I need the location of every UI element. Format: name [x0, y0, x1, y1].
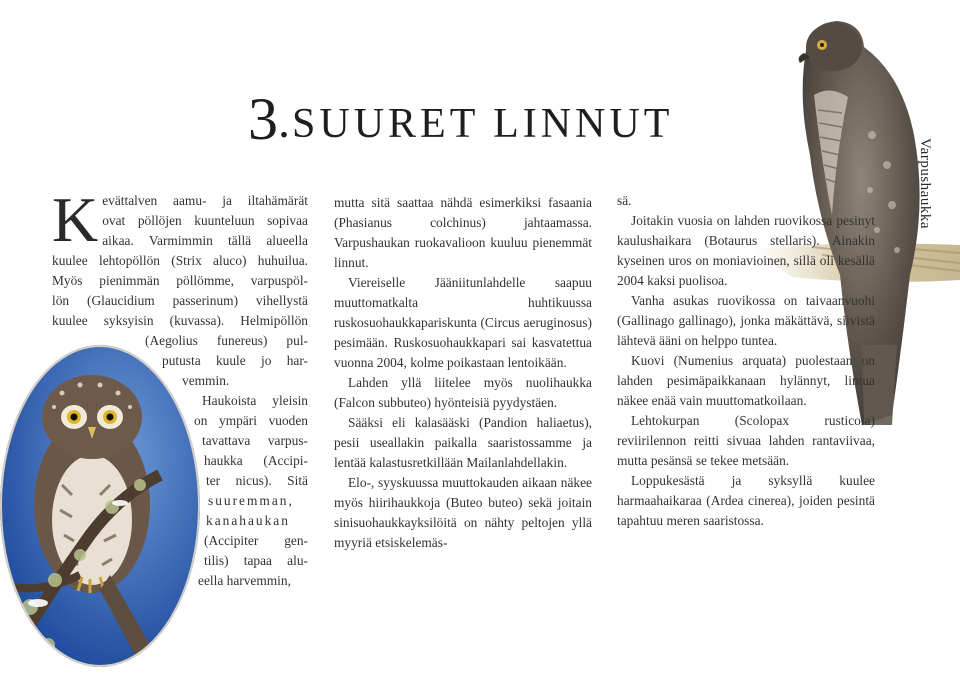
paragraph: Vanha asukas ruovikossa on taivaanvuohi (Gallinago gallinago), jonka mäkättävä, siivistä lähtevä ääni on helppo tuntea. — [617, 293, 875, 348]
paragraph: Loppukesästä ja syksyllä kuulee harmaahaikaraa (Ardea cinerea), joiden pesintä tapahtuu meren saaristossa. — [617, 473, 875, 528]
text-line: ter nicus). Sitä — [206, 473, 308, 488]
text-line: tilis) tapaa alu- — [204, 553, 308, 568]
text-column-1 — [52, 184, 308, 591]
text-line: suuremman, — [208, 493, 294, 508]
paragraph: Lahden yllä liitelee myös nuolihaukka (Falcon subbuteo) hyönteisiä pyydystäen. — [334, 375, 592, 410]
text-line: lön (Glaucidium passerinum) vihellystä — [52, 293, 308, 308]
text-line: eella harvemmin, — [198, 573, 291, 588]
paragraph: Viereiselle Jääniitunlahdelle saapuu muuttomatkalta huhtikuussa ruskosuohaukkapariskunta (Circus aeruginosus) pesimään. Ruskosuohaukkapari sai kasvatettua vuonna 2004, kolme poikastaan lentoikään. — [334, 275, 592, 370]
text-column-3 — [617, 191, 875, 531]
text-line: Haukoista yleisin — [202, 393, 308, 408]
paragraph: Elo-, syyskuussa muuttokauden aikaan näkee myös hiirihaukkoja (Buteo buteo) sekä joitain sinisuohaukkayksilöitä on nähty peltojen yllä myyriä etsiskelemäs- — [334, 475, 592, 550]
text-column-2 — [334, 193, 592, 553]
text-line: haukka (Accipi- — [204, 453, 308, 468]
text-line: kuulee syksyisin (kuvassa). Helmipöllön — [52, 313, 308, 328]
text-line: kuulee lehtopöllön (Strix aluco) huhuilua. — [52, 253, 308, 268]
text-line: evättalven aamu- ja iltahämärät — [102, 193, 308, 208]
paragraph: Joitakin vuosia on lahden ruovikossa pesinyt kaulushaikara (Botaurus stellaris). Ainakin kyseinen uros on moniavioinen, sillä oli kesällä 2004 kaksi puolisoa. — [617, 213, 875, 288]
photo-caption-varpushaukka: Varpushaukka — [917, 138, 933, 229]
chapter-title: SUURET LINNUT — [292, 101, 674, 147]
paragraph: mutta sitä saattaa nähdä esimerkiksi fasaania (Phasianus colchinus) jahtaamassa. Varpushaukan ruokavalioon kuuluu pienemmät linnut. — [334, 195, 592, 270]
chapter-number-dot: . — [278, 95, 290, 148]
chapter-number: 3 — [248, 86, 278, 152]
paragraph: Kuovi (Numenius arquata) puolestaan on lahden pesimäpaikkanaan hylännyt, lintua näkee enää vain muuttomatkoilaan. — [617, 353, 875, 408]
chapter-heading — [248, 86, 674, 152]
paragraph: Sääksi eli kalasääski (Pandion haliaetus), pesii useallakin paikalla saaristossamme ja lentää kalastusretkillään Mailanlahdellakin. — [334, 415, 592, 470]
text-line: kanahaukan — [206, 513, 290, 528]
text-line: (Aegolius funereus) pul- — [145, 333, 308, 348]
text-line: vemmin. — [182, 373, 230, 388]
text-line: putusta kuule jo har- — [162, 353, 308, 368]
text-line: ovat pöllöjen kuunteluun sopivaa — [102, 213, 308, 228]
text-line: on ympäri vuoden — [194, 413, 308, 428]
text-line: aikaa. Varmimmin tällä alueella — [102, 233, 308, 248]
drop-cap: K — [52, 184, 99, 255]
paragraph: sä. — [617, 193, 632, 208]
text-line: (Accipiter gen- — [204, 533, 308, 548]
paragraph: Lehtokurpan (Scolopax rusticola) reviirilennon reitti sivuaa lahden rantaviivaa, mutta pesänsä se tekee metsään. — [617, 413, 875, 468]
text-line: Myös pienimmän pöllömme, varpuspöl- — [52, 273, 308, 288]
text-line: tavattava varpus- — [202, 433, 308, 448]
